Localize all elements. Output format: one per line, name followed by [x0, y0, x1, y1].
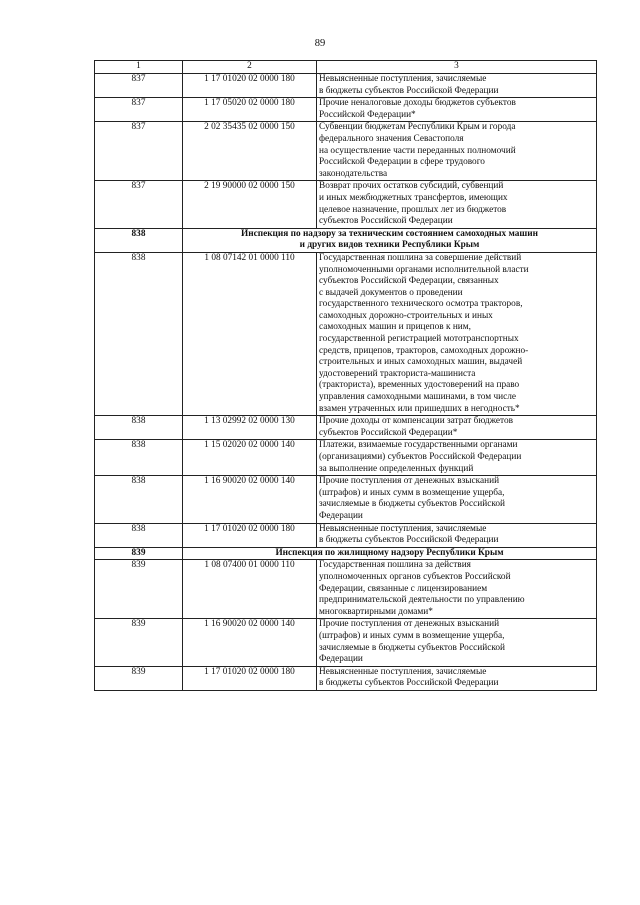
revenue-description: Прочие неналоговые доходы бюджетов субъектов Российской Федерации* — [317, 98, 597, 122]
revenue-code: 2 19 90000 02 0000 150 — [183, 181, 317, 228]
table-row — [95, 619, 597, 666]
revenue-code: 2 02 35435 02 0000 150 — [183, 122, 317, 181]
column-header-3: 3 — [317, 61, 597, 74]
revenue-code: 1 17 05020 02 0000 180 — [183, 98, 317, 122]
administrator-code: 839 — [95, 619, 183, 666]
revenue-code: 1 17 01020 02 0000 180 — [183, 666, 317, 690]
administrator-code: 838 — [95, 228, 183, 252]
administrator-code: 838 — [95, 440, 183, 476]
column-header-1: 1 — [95, 61, 183, 74]
revenue-description: Прочие поступления от денежных взысканий (штрафов) и иных сумм в возмещение ущерба, зачисляемые в бюджеты субъектов Российской Федерации — [317, 619, 597, 666]
table-row — [95, 181, 597, 228]
administrator-code: 839 — [95, 666, 183, 690]
administrator-code: 838 — [95, 523, 183, 547]
administrator-code: 838 — [95, 476, 183, 523]
table-row — [95, 440, 597, 476]
administrator-name: Инспекция по жилищному надзору Республики Крым — [183, 547, 597, 560]
table-row — [95, 476, 597, 523]
revenue-description: Государственная пошлина за совершение действий уполномоченными органами исполнительной власти субъектов Российской Федерации, связанных с выдачей документов о проведении государственного технического осмотра тракторов, самоходных дорожно-строительных и иных самоходных машин и прицепов к ним, государственной регистрацией мототранспортных средств, прицепов, тракторов, самоходных дорожно- строительных и иных самоходных машин, выдачей удостоверений тракториста-машиниста (тракториста), временных удостоверений на право управления самоходными машинами, в том числе взамен утраченных или пришедших в негодность* — [317, 252, 597, 415]
table-row — [95, 416, 597, 440]
administrator-code: 838 — [95, 252, 183, 415]
revenue-description: Невыясненные поступления, зачисляемые в бюджеты субъектов Российской Федерации — [317, 666, 597, 690]
revenue-description: Прочие доходы от компенсации затрат бюджетов субъектов Российской Федерации* — [317, 416, 597, 440]
table-row — [95, 252, 597, 415]
revenue-code: 1 17 01020 02 0000 180 — [183, 523, 317, 547]
revenue-code: 1 16 90020 02 0000 140 — [183, 476, 317, 523]
revenue-description: Прочие поступления от денежных взысканий (штрафов) и иных сумм в возмещение ущерба, зачисляемые в бюджеты субъектов Российской Федерации — [317, 476, 597, 523]
administrator-code: 837 — [95, 98, 183, 122]
table-row — [95, 523, 597, 547]
revenue-description: Возврат прочих остатков субсидий, субвенций и иных межбюджетных трансфертов, имеющих целевое назначение, прошлых лет из бюджетов субъектов Российской Федерации — [317, 181, 597, 228]
table-row — [95, 560, 597, 619]
revenue-code: 1 15 02020 02 0000 140 — [183, 440, 317, 476]
administrator-code: 837 — [95, 181, 183, 228]
revenue-description: Платежи, взимаемые государственными органами (организациями) субъектов Российской Федерации за выполнение определенных функций — [317, 440, 597, 476]
column-header-2: 2 — [183, 61, 317, 74]
table-body — [95, 74, 597, 691]
administrator-code: 837 — [95, 74, 183, 98]
table-header-row — [95, 61, 597, 74]
table-row — [95, 74, 597, 98]
table-row — [95, 122, 597, 181]
table-row — [95, 666, 597, 690]
administrator-name: Инспекция по надзору за техническим состоянием самоходных машин и других видов техники Республики Крым — [183, 228, 597, 252]
revenue-code: 1 08 07400 01 0000 110 — [183, 560, 317, 619]
revenue-code: 1 16 90020 02 0000 140 — [183, 619, 317, 666]
revenue-description: Невыясненные поступления, зачисляемые в бюджеты субъектов Российской Федерации — [317, 523, 597, 547]
revenue-description: Невыясненные поступления, зачисляемые в бюджеты субъектов Российской Федерации — [317, 74, 597, 98]
section-header-row — [95, 547, 597, 560]
revenue-description: Государственная пошлина за действия уполномоченных органов субъектов Российской Федерации, связанные с лицензированием предпринимательской деятельности по управлению многоквартирными домами* — [317, 560, 597, 619]
section-header-row — [95, 228, 597, 252]
revenue-code: 1 17 01020 02 0000 180 — [183, 74, 317, 98]
table-row — [95, 98, 597, 122]
revenue-codes-table — [94, 60, 597, 691]
administrator-code: 838 — [95, 416, 183, 440]
page-number: 89 — [314, 38, 326, 49]
administrator-code: 839 — [95, 547, 183, 560]
revenue-code: 1 13 02992 02 0000 130 — [183, 416, 317, 440]
administrator-code: 839 — [95, 560, 183, 619]
revenue-code: 1 08 07142 01 0000 110 — [183, 252, 317, 415]
administrator-code: 837 — [95, 122, 183, 181]
revenue-description: Субвенции бюджетам Республики Крым и города федерального значения Севастополя на осуществление части переданных полномочий Российской Федерации в сфере трудового законодательства — [317, 122, 597, 181]
